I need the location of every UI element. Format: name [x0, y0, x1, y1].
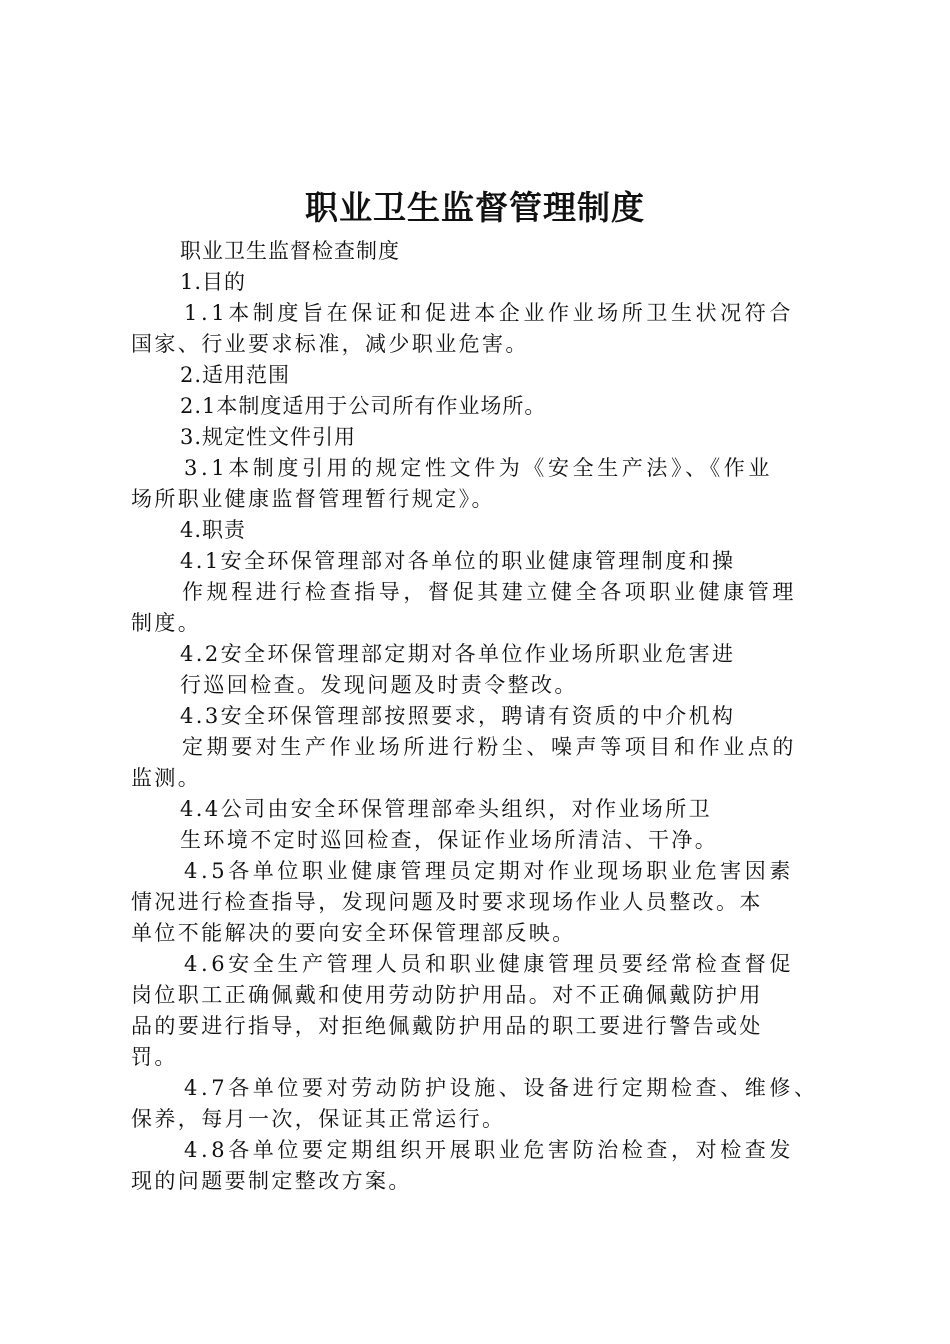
paragraph-line: 国家、行业要求标准，减少职业危害。 — [131, 332, 529, 356]
paragraph-line: 场所职业健康监督管理暂行规定》。 — [131, 487, 495, 511]
paragraph-line: 4.5各单位职业健康管理员定期对作业现场职业危害因素 — [184, 859, 794, 883]
paragraph-line: 监测。 — [131, 766, 202, 790]
paragraph-line: 4.7各单位要对劳动防护设施、设备进行定期检查、维修、 — [184, 1076, 819, 1100]
paragraph-line: 4.8各单位要定期组织开展职业危害防治检查，对检查发 — [184, 1138, 794, 1162]
paragraph-line: 现的问题要制定整改方案。 — [131, 1169, 412, 1193]
document-title: 职业卫生监督管理制度 — [305, 188, 645, 227]
paragraph-line: 4.3安全环保管理部按照要求，聘请有资质的中介机构 — [180, 704, 736, 728]
paragraph-line: 2.1本制度适用于公司所有作业场所。 — [180, 394, 547, 418]
paragraph-line: 岗位职工正确佩戴和使用劳动防护用品。对不正确佩戴防护用 — [131, 983, 763, 1007]
paragraph-line: 作规程进行检查指导，督促其建立健全各项职业健康管理 — [182, 580, 797, 604]
paragraph-line: 4.4公司由安全环保管理部牵头组织，对作业场所卫 — [180, 797, 712, 821]
paragraph-line: 1.1本制度旨在保证和促进本企业作业场所卫生状况符合 — [184, 301, 794, 325]
paragraph-line: 行巡回检查。发现问题及时责令整改。 — [180, 673, 578, 697]
paragraph-line: 品的要进行指导，对拒绝佩戴防护用品的职工要进行警告或处 — [131, 1014, 763, 1038]
section-heading: 4.职责 — [180, 518, 247, 542]
paragraph-line: 3.1本制度引用的规定性文件为《安全生产法》、《作业 — [184, 456, 773, 480]
paragraph-line: 情况进行检查指导，发现问题及时要求现场作业人员整改。本 — [131, 890, 763, 914]
paragraph-line: 4.2安全环保管理部定期对各单位作业场所职业危害进 — [180, 642, 736, 666]
paragraph-line: 保养，每月一次，保证其正常运行。 — [131, 1107, 506, 1131]
paragraph-line: 罚。 — [131, 1045, 178, 1069]
paragraph-line: 生环境不定时巡回检查，保证作业场所清洁、干净。 — [180, 828, 719, 852]
section-heading: 1.目的 — [180, 270, 247, 294]
paragraph-line: 4.1安全环保管理部对各单位的职业健康管理制度和操 — [180, 549, 736, 573]
section-heading: 2.适用范围 — [180, 363, 291, 387]
paragraph-line: 定期要对生产作业场所进行粉尘、噪声等项目和作业点的 — [182, 735, 797, 759]
paragraph-line: 单位不能解决的要向安全环保管理部反映。 — [131, 921, 576, 945]
paragraph-line: 4.6安全生产管理人员和职业健康管理员要经常检查督促 — [184, 952, 794, 976]
section-heading: 3.规定性文件引用 — [180, 425, 357, 449]
section-heading: 职业卫生监督检查制度 — [180, 239, 400, 263]
paragraph-line: 制度。 — [131, 611, 202, 635]
